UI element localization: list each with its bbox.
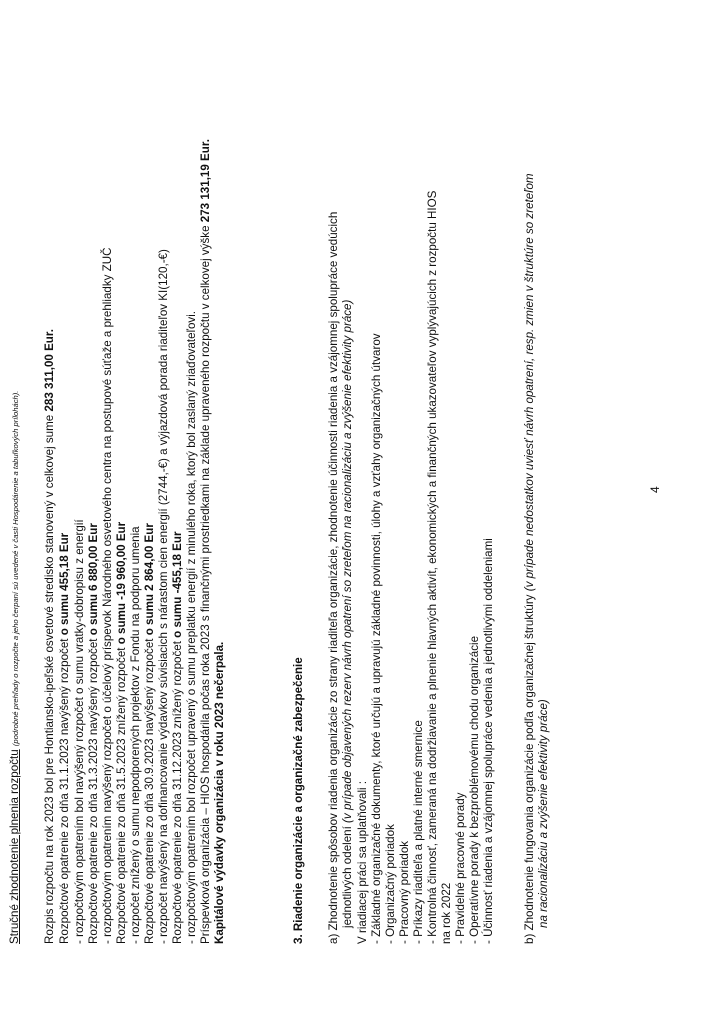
section3-title: 3. Riadenie organizácie a organizačné zabezpečenie [292,657,305,944]
budget-heading-note: (podrobné prehľady o rozpočte a jeho čerpaní sú uvedené v časti Hospodárenie a tabuľkových prílohách). [11,390,20,747]
section3-item-6: na rok 2022 [440,882,453,944]
budget-line-2: Rozpočtové opatrenie zo dňa 31.1.2023 navýšený rozpočet o sumu 455,18 Eur [58,532,71,944]
section3-a-line-3: V riadiacej práci sa uplatňovali : [356,780,369,944]
section3-b-line-2: na racionalizáciu a zvýšenie efektivity práce) [537,699,550,928]
section3-item-1: - Základné organizačné dokumenty, ktoré určujú a upravujú základné povinnosti, úlohy a vzťahy organizačných útvarov [370,333,383,944]
rotated-content [0,24,690,1024]
budget-line-4: Rozpočtové opatrenie zo dňa 31.3.2023 navýšený rozpočet o sumu 6 880,00 Eur [87,523,100,944]
budget-heading-line [8,391,23,944]
section3-item-9: - Účinnosť riadenia a vzájomnej spolupráce vedenia a jednotlivými oddeleniami [482,538,495,944]
budget-line-8: Rozpočtové opatrenie zo dňa 30.9.2023 navýšený rozpočet o sumu 2 864,00 Eur [143,523,156,944]
section3-item-8: - Operatívne porady k bezproblémovému chodu organizácie [468,635,481,944]
budget-line-9: - rozpočet navýšený na dofinancovanie výdavkov súvisiacich s nárastom cien energií (2744,-€) a výjazdová porada riaditeľov KI(120,-€) [157,249,170,944]
budget-line-13: Kapitálové výdavky organizácia v roku 2023 nečerpala. [213,641,226,944]
section3-item-2: - Organizačný poriadok [384,824,397,944]
budget-line-1: Rozpis rozpočtu na rok 2023 bol pre Hontiansko-ipeľské osvetové stredisko stanovený v celkovej sume 283 311,00 Eur. [43,329,56,944]
section3-item-5: - Kontrolná činnosť, zameraná na dodržiavanie a plnenie hlavných aktivít, ekonomických a finančných ukazovateľov vyplývajúcich z rozpočtu HIOS [426,190,439,944]
budget-line-10: Rozpočtové opatrenie zo dňa 31.12.2023 znížený rozpočet o sumu -455,18 Eur [171,531,184,944]
budget-line-3: - rozpočtovým opatrením bol navýšený rozpočet o sumu vratky-dobropisu z energií [73,519,86,944]
section3-item-3: - Pracovný poriadok [398,840,411,944]
budget-line-11: - rozpočtovým opatrením bol rozpočet upravený o sumu preplatku energií z minulého roka, ktorý bol zaslaný zriaďovateľovi. [185,310,198,944]
section3-item-7: - Pravidelné pracovné porady [454,792,467,944]
section3-item-4: - Príkazy riaditeľa a platné interné smernice [412,720,425,944]
page-number: 4 [648,486,662,493]
section3-a-line-1: a) Zhodnotenie spôsobov riadenia organizácie zo strany riaditeľa organizácie, zhodnotenie účinnosti riadenia a vzájomnej spolupráce vedúcich [327,211,340,944]
budget-line-5: - rozpočtovým opatrením navýšený rozpočet o účelový príspevok Národného osvetového centra na postupové súťaže a prehliadky ZUČ [101,247,114,944]
section3-b-line-1: b) Zhodnotenie fungovania organizácie podľa organizačnej štruktúry (v prípade nedostatkov uviesť návrh opatrení, resp. zmien v štruktúre so zreteľom [523,173,536,944]
budget-line-12: Príspevková organizácia – HIOS hospodárila počas roka 2023 s finančnými prostriedkami na základe upraveného rozpočtu v celkovej výške 273 131,19 Eur. [199,139,212,944]
budget-line-6: Rozpočtové opatrenie zo dňa 31.5.2023 znížený rozpočet o sumu -19 960,00 Eur [115,521,128,944]
budget-heading: Stručné zhodnotenie plnenia rozpočtu [8,749,21,944]
budget-line-7: - rozpočet znížený o sumu nepodporených projektov z Fondu na podporu umenia [129,526,142,944]
section3-a-line-2: jednotlivých odelení (v prípade objavených rezerv návrh opatrení so zreteľom na racionalizáciu a zvýšenie efektivity práce) [341,299,354,928]
